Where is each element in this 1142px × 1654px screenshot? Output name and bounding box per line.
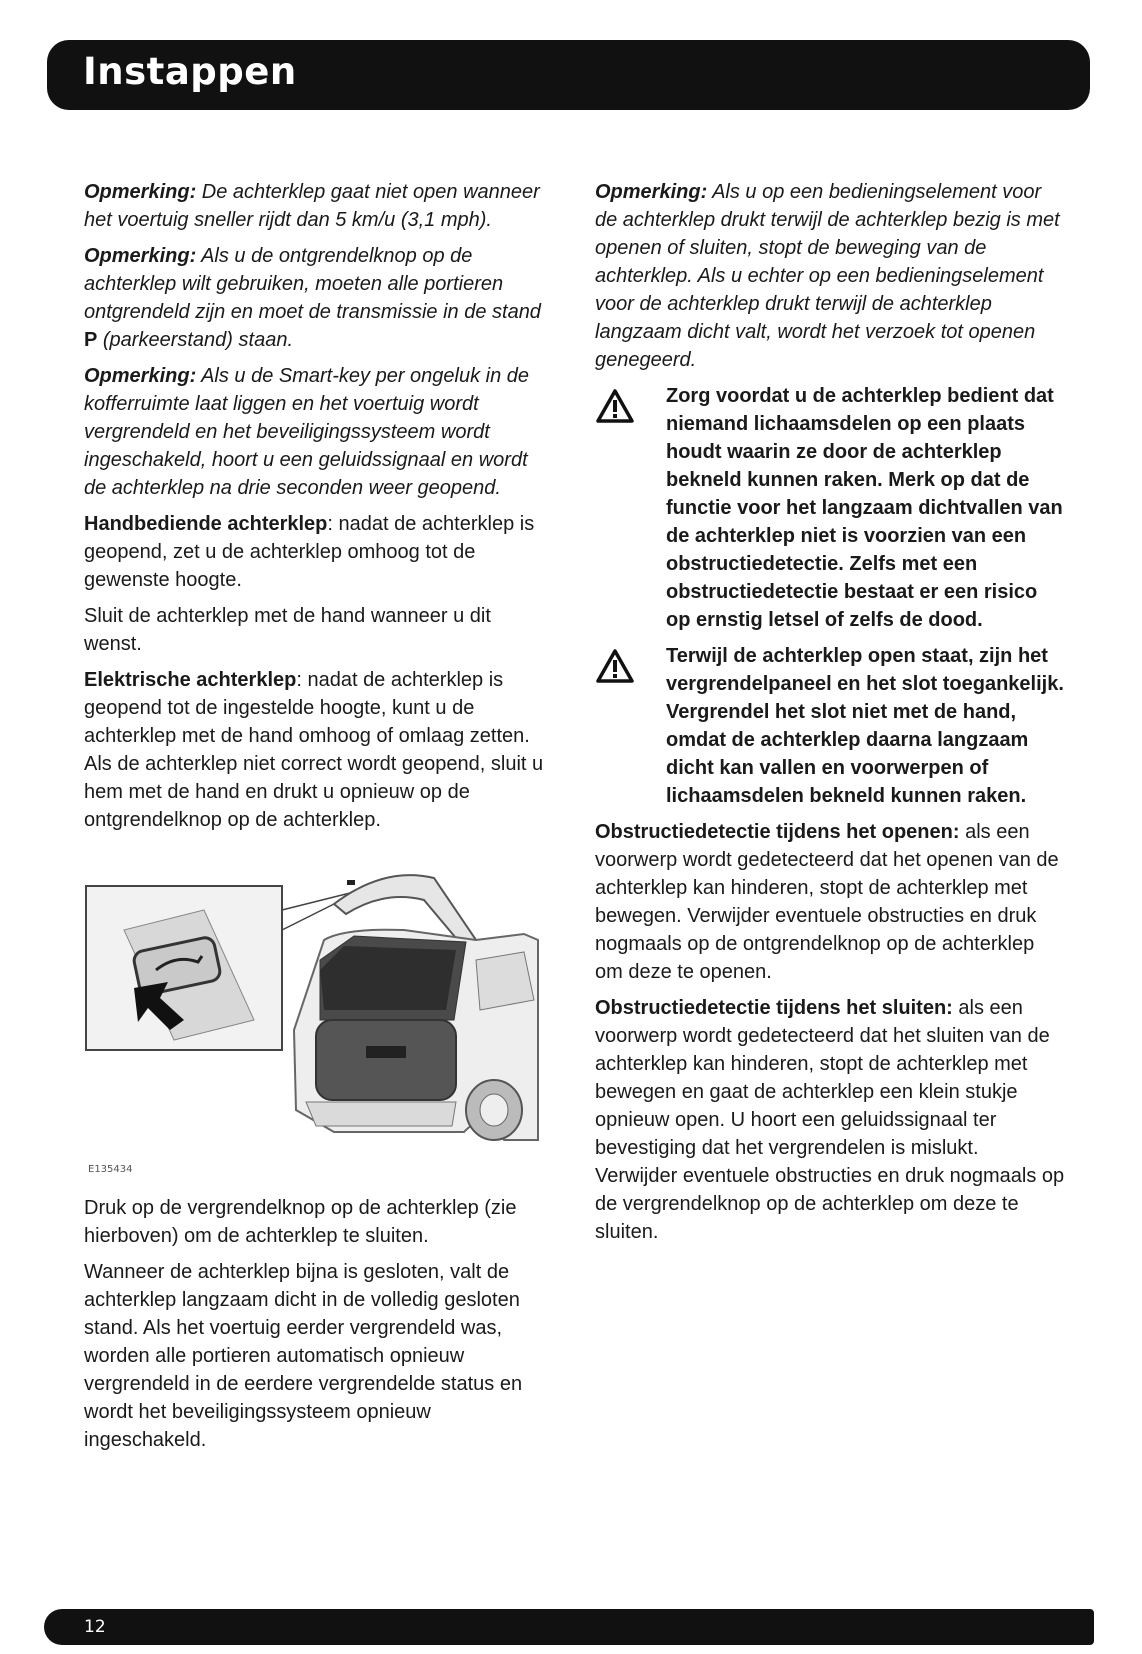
manual-tailgate-text: : nadat de achterklep is geopend, zet u de achterklep omhoog tot de gewenste hoogte. xyxy=(84,513,535,591)
warning-text: Zorg voordat u de achterklep bedient dat niemand lichaamsdelen op een plaats houdt waarin ze door de achterklep bekneld kunnen raken. Merk op dat de functie voor het langzaam dichtvallen van de achterklep niet is voorzien van een obstructiedetectie. Zelfs met een obstructiedetectie bestaat er een risico op ernstig letsel of zelfs de dood. xyxy=(666,385,1063,631)
obstruction-open-text: als een voorwerp wordt gedetecteerd dat het openen van de achterklep kan hinderen, stopt de achterklep met bewegen. Verwijder eventuele obstructies en druk nogmaals op de ontgrendelknop op de achterklep om deze te openen. xyxy=(595,821,1059,983)
gear-p: P xyxy=(84,329,98,351)
press-paragraph: Druk op de vergrendelknop op de achterklep (zie hierboven) om de achterklep te sluiten. xyxy=(84,1197,517,1247)
tailgate-figure xyxy=(84,870,540,1175)
note-label: Opmerking: xyxy=(84,181,197,203)
obstruction-open-paragraph xyxy=(595,818,1065,986)
manual-tailgate-paragraph xyxy=(84,510,554,594)
note-text: Als u de Smart-key per ongeluk in de kofferruimte laat liggen en het voertuig wordt vergrendeld en het beveiligingssysteem wordt ingeschakeld, hoort u een geluidssignaal en wordt de achterklep na drie seconden weer geopend. xyxy=(84,365,530,499)
page-number: 12 xyxy=(84,1617,106,1637)
note-text: De achterklep gaat niet open wanneer het voertuig sneller rijdt dan 5 km/u (3,1 mph). xyxy=(84,181,540,231)
electric-tailgate-label: Elektrische achterklep xyxy=(84,669,297,691)
warning-block xyxy=(595,382,1065,634)
note-smart-key xyxy=(84,362,554,502)
note-text: Als u op een bedieningselement voor de achterklep drukt terwijl de achterklep bezig is met openen of sluiten, stopt de beweging van de achterklep. Als u echter op een bedieningselement voor de achterklep drukt terwijl de achterklep langzaam dicht valt, wordt het verzoek tot openen genegeerd. xyxy=(595,181,1060,371)
note-text: (parkeerstand) staan. xyxy=(97,329,293,351)
note-speed xyxy=(84,178,554,234)
obstruction-close-text: als een voorwerp wordt gedetecteerd dat het sluiten van de achterklep kan hinderen, stopt de achterklep met bewegen en gaat de achterklep een klein stukje opnieuw open. U hoort een geluidssignaal ter bevestiging dat het vergrendelen is mislukt. Verwijder eventuele obstructies en druk nogmaals op de vergrendelknop op de achterklep om deze te sluiten. xyxy=(595,997,1065,1243)
page-title: Instappen xyxy=(83,50,297,93)
note-label: Opmerking: xyxy=(595,181,708,203)
electric-tailgate-text: : nadat de achterklep is geopend tot de ingestelde hoogte, kunt u de achterklep met de hand omhoog of omlaag zetten. Als de achterklep niet correct wordt geopend, sluit u hem met de hand en drukt u opnieuw op de ontgrendelknop op de achterklep. xyxy=(84,669,544,831)
note-label: Opmerking: xyxy=(84,365,197,387)
warning-triangle-icon xyxy=(595,382,666,634)
close-paragraph: Sluit de achterklep met de hand wanneer u dit wenst. xyxy=(84,605,491,655)
footer-bar xyxy=(44,1609,1094,1645)
electric-tailgate-paragraph xyxy=(84,666,554,834)
note-label: Opmerking: xyxy=(84,245,197,267)
header-bar xyxy=(47,40,1090,110)
warning-triangle-icon xyxy=(595,642,666,810)
figure-code: E135434 xyxy=(88,1164,133,1175)
left-column xyxy=(84,178,554,1462)
closing-paragraph: Wanneer de achterklep bijna is gesloten, valt de achterklep langzaam dicht in de volledig gesloten stand. Als het voertuig eerder vergrendeld was, worden alle portieren automatisch opnieuw vergrendeld in de eerdere vergrendelde status en wordt het beveiligingssysteem opnieuw ingeschakeld. xyxy=(84,1261,523,1451)
tailgate-illustration xyxy=(84,870,540,1160)
obstruction-open-label: Obstructiedetectie tijdens het openen: xyxy=(595,821,960,843)
obstruction-close-label: Obstructiedetectie tijdens het sluiten: xyxy=(595,997,953,1019)
manual-tailgate-label: Handbediende achterklep xyxy=(84,513,328,535)
note-control xyxy=(595,178,1065,374)
warning-text: Terwijl de achterklep open staat, zijn het vergrendelpaneel en het slot toegankelijk. Vergrendel het slot niet met de hand, omdat de achterklep daarna langzaam dicht kan vallen en voorwerpen of lichaamsdelen bekneld kunnen raken. xyxy=(666,645,1064,807)
note-unlock xyxy=(84,242,554,354)
obstruction-close-paragraph xyxy=(595,994,1065,1246)
warning-block xyxy=(595,642,1065,810)
right-column xyxy=(595,178,1065,1254)
note-text: Als u de ontgrendelknop op de achterklep wilt gebruiken, moeten alle portieren ontgrendeld zijn en moet de transmissie in de stand xyxy=(84,245,541,323)
